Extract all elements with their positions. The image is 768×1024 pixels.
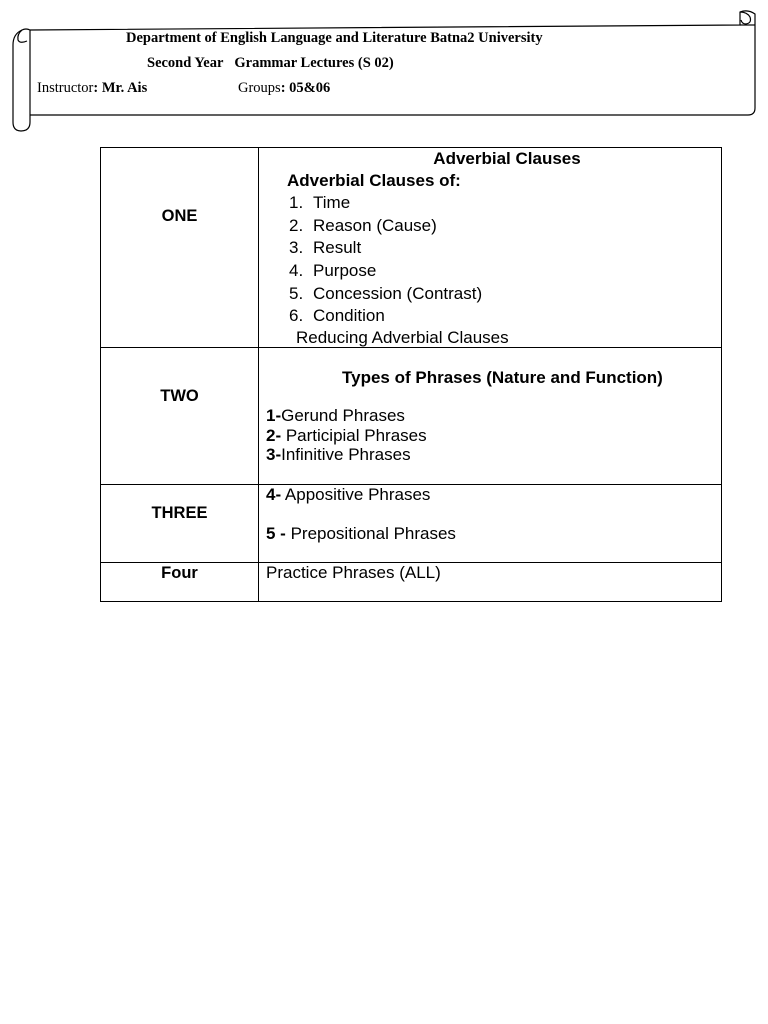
- table-row: [101, 348, 722, 485]
- groups-label: Groups: [238, 80, 281, 96]
- week-label: ONE: [161, 207, 198, 225]
- groups-line: [238, 80, 330, 97]
- list-item: 3-Infinitive Phrases: [266, 445, 411, 464]
- list-item: 5. Concession (Contrast): [289, 284, 483, 303]
- topic-title: Types of Phrases (Nature and Function): [342, 368, 663, 387]
- list-item: 2- Participial Phrases: [266, 426, 427, 445]
- list-item: 3. Result: [289, 238, 362, 257]
- list-item: 5 - Prepositional Phrases: [266, 524, 456, 543]
- course-line: [147, 55, 394, 72]
- week-label: Four: [161, 564, 198, 582]
- topic-subtitle: Adverbial Clauses of:: [287, 171, 461, 190]
- week-cell: [101, 148, 259, 348]
- topic-title: Adverbial Clauses: [433, 149, 581, 168]
- week-label: TWO: [160, 387, 199, 405]
- table-row: [101, 485, 722, 563]
- list-item: 1-Gerund Phrases: [266, 406, 405, 425]
- list-item: 1. Time: [289, 193, 351, 212]
- department-title: Department of English Language and Literature Batna2 University: [126, 30, 543, 46]
- instructor-label: Instructor: [37, 80, 94, 96]
- list-item: 4- Appositive Phrases: [266, 485, 431, 504]
- topic-cell: [259, 563, 722, 602]
- schedule-table: [100, 147, 722, 602]
- topic-text: Practice Phrases (ALL): [266, 563, 441, 582]
- table-row: [101, 148, 722, 348]
- topic-footer: Reducing Adverbial Clauses: [296, 328, 509, 347]
- list-item: 2. Reason (Cause): [289, 216, 437, 235]
- week-label: THREE: [151, 504, 208, 522]
- list-item: 4. Purpose: [289, 261, 377, 280]
- course-label: Grammar Lectures (S 02): [234, 55, 394, 71]
- week-cell: [101, 348, 259, 485]
- topic-cell: [259, 485, 722, 563]
- instructor-name: : Mr. Ais: [93, 80, 148, 96]
- header-scroll-banner: [0, 0, 768, 140]
- table-row: [101, 563, 722, 602]
- topic-cell: [259, 148, 722, 348]
- year-label: Second Year: [147, 55, 224, 71]
- topic-cell: [259, 348, 722, 485]
- groups-value: : 05&06: [280, 80, 331, 96]
- week-cell: [101, 563, 259, 602]
- instructor-line: [37, 80, 147, 97]
- week-cell: [101, 485, 259, 563]
- list-item: 6. Condition: [289, 306, 385, 325]
